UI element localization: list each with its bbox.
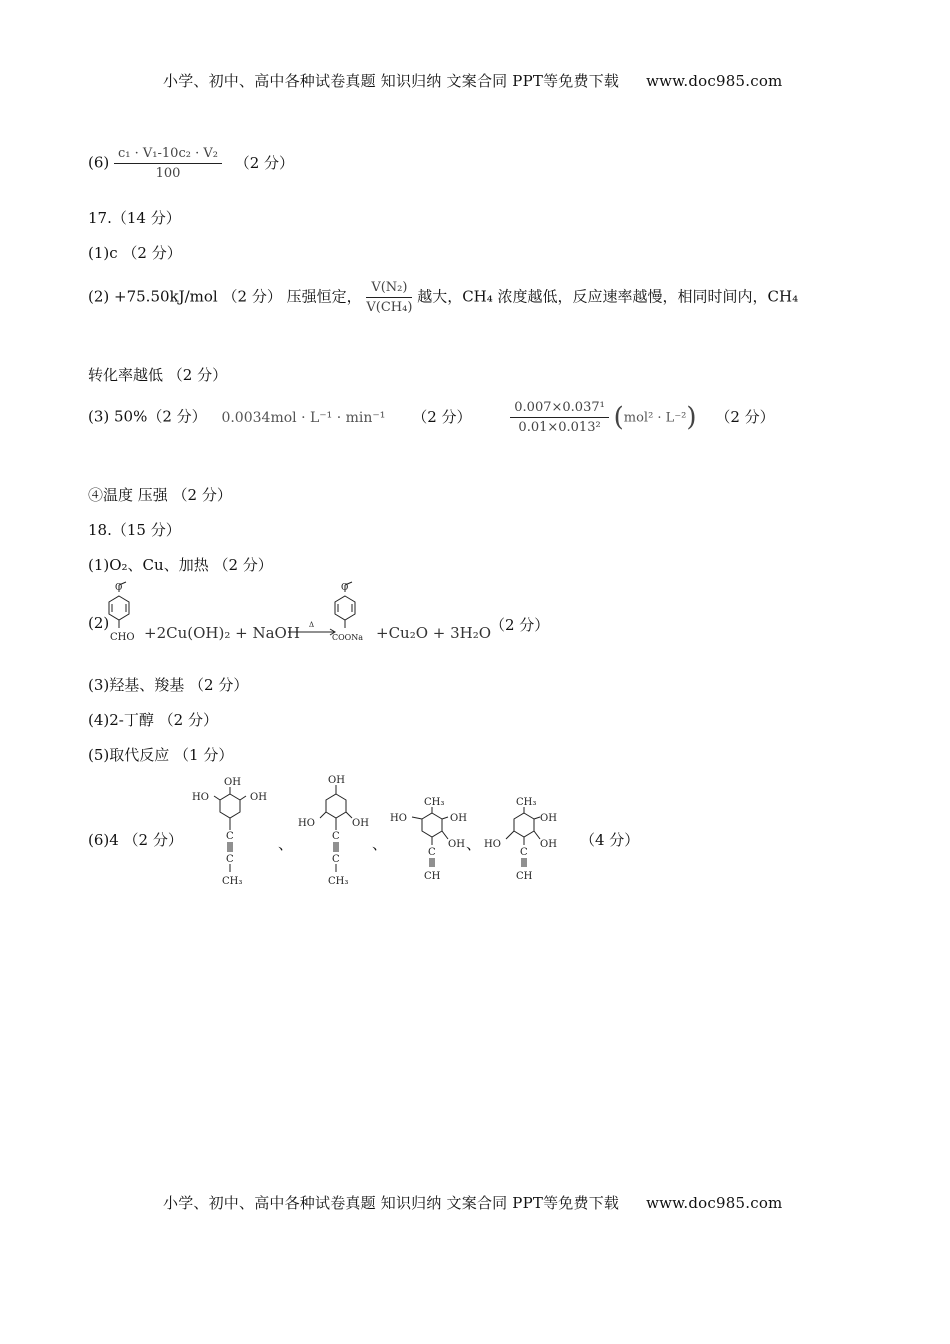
svg-text:OH: OH: [450, 813, 467, 824]
structure-2: [296, 772, 381, 890]
svg-text:C: C: [226, 854, 234, 865]
svg-text:OH: OH: [352, 818, 369, 829]
svg-text:C: C: [332, 831, 340, 842]
svg-text:C: C: [332, 854, 340, 865]
q16-6-line: [88, 146, 294, 181]
q18-p5: (5)取代反应 （1 分）: [88, 746, 234, 764]
q16-6-label: (6): [88, 153, 110, 172]
product-group: COONa: [332, 633, 364, 642]
page-footer: [163, 1192, 782, 1213]
q18-p2-reagents: +2Cu(OH)₂ + NaOH: [144, 624, 300, 642]
svg-text:HO: HO: [192, 792, 209, 803]
svg-text:OH: OH: [328, 775, 345, 786]
svg-text:C: C: [226, 831, 234, 842]
structure-1: [190, 774, 275, 889]
q17-p2-line: [88, 280, 798, 315]
svg-text:OH: OH: [540, 813, 557, 824]
q17-p2-denominator: V(CH₄): [366, 300, 413, 315]
q17-title: 17.（14 分）: [88, 209, 181, 227]
q18-title: 18.（15 分）: [88, 521, 181, 539]
svg-text:CH: CH: [516, 871, 533, 882]
svg-text:C: C: [520, 847, 528, 858]
svg-text:O: O: [115, 583, 123, 593]
header-site: www.doc985.com: [646, 72, 783, 90]
sep-2: 、: [372, 835, 388, 853]
svg-text:OH: OH: [224, 777, 241, 788]
q18-p1: (1)O₂、Cu、加热 （2 分）: [88, 556, 273, 574]
q17-p2-cont: 转化率越低 （2 分）: [88, 366, 228, 384]
q18-p4: (4)2-丁醇 （2 分）: [88, 711, 218, 729]
q17-p3-numerator: 0.007×0.037¹: [510, 400, 609, 418]
svg-text:C: C: [428, 847, 436, 858]
q17-p2-text: 越大，CH₄ 浓度越低，反应速率越慢，相同时间内，CH₄: [417, 287, 799, 306]
reaction-condition: Δ: [309, 621, 315, 629]
sep-3: 、: [466, 835, 482, 853]
q17-p3-score1: （2 分）: [412, 407, 472, 426]
svg-text:OH: OH: [250, 792, 267, 803]
q16-6-denominator: 100: [155, 166, 181, 181]
svg-text:O: O: [341, 583, 349, 593]
product-molecule: [330, 580, 380, 650]
q17-p3-unit: mol² · L⁻²: [623, 410, 687, 426]
q16-6-numerator: c₁ · V₁-10c₂ · V₂: [114, 146, 222, 164]
svg-text:HO: HO: [298, 818, 315, 829]
q18-p6-score: （4 分）: [580, 831, 640, 849]
svg-text:OH: OH: [540, 839, 557, 850]
svg-text:CH₃: CH₃: [222, 876, 243, 887]
sep-1: 、: [278, 835, 294, 853]
svg-text:CH₃: CH₃: [424, 797, 445, 808]
q17-p3-fraction: [510, 400, 609, 435]
q16-6-fraction: [114, 146, 222, 181]
reactant-group: CHO: [110, 632, 135, 643]
page-header: [163, 70, 782, 91]
svg-text:OH: OH: [448, 839, 465, 850]
svg-text:CH₃: CH₃: [328, 876, 349, 887]
svg-text:CH: CH: [424, 871, 441, 882]
q17-p3-label: (3) 50%（2 分）: [88, 407, 207, 426]
q17-p2-fraction: [366, 280, 412, 315]
q17-p3-line: (3) 50%（2 分） 0.0034mol · L⁻¹ · min⁻¹ （2 分） $\frac{\text{0.007×0.037¹}}{\text{0.01×0.013²}}$ (mol² · L⁻²) （2 分）: [88, 400, 775, 435]
q18-p2-score: （2 分）: [490, 616, 550, 634]
q17-p3-score2: （2 分）: [715, 407, 775, 426]
q18-p2-products: +Cu₂O + 3H₂O: [376, 624, 492, 642]
q18-p3: (3)羟基、羧基 （2 分）: [88, 676, 249, 694]
footer-text: 小学、初中、高中各种试卷真题 知识归纳 文案合同 PPT等免费下载: [163, 1194, 620, 1212]
q17-p2-label: (2) +75.50kJ/mol （2 分） 压强恒定，: [88, 287, 362, 306]
q18-p2-label: (2): [88, 614, 110, 632]
svg-text:HO: HO: [390, 813, 407, 824]
q18-p6-label: (6)4 （2 分）: [88, 831, 183, 849]
svg-text:CH₃: CH₃: [516, 797, 537, 808]
header-text: 小学、初中、高中各种试卷真题 知识归纳 文案合同 PPT等免费下载: [163, 72, 620, 90]
q17-p3-rate: 0.0034mol · L⁻¹ · min⁻¹: [221, 409, 386, 426]
q17-p4: ④温度 压强 （2 分）: [88, 486, 232, 504]
q17-p1: (1)c （2 分）: [88, 244, 182, 262]
reactant-molecule: [104, 580, 148, 650]
q17-p2-numerator: V(N₂): [366, 280, 412, 298]
footer-site: www.doc985.com: [646, 1194, 783, 1212]
q16-6-score: （2 分）: [234, 153, 295, 172]
svg-text:HO: HO: [484, 839, 501, 850]
q17-p3-denominator: 0.01×0.013²: [518, 420, 601, 435]
structure-4: [482, 795, 572, 890]
